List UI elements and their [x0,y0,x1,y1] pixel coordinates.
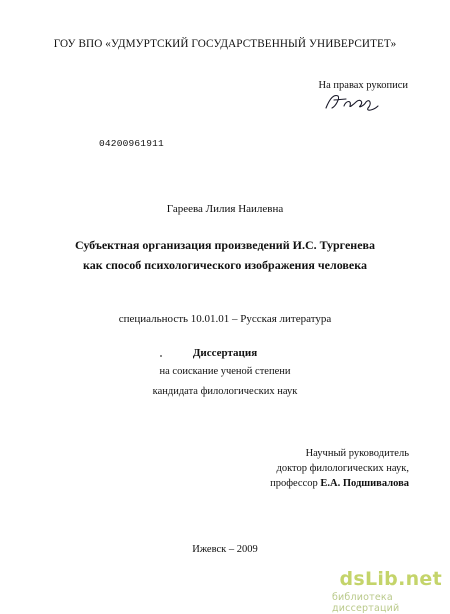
dissertation-title [0,235,450,275]
degree-line-2: кандидата филологических наук [152,386,298,397]
dissertation-label: Диссертация [192,347,258,359]
watermark-logo: dsLib.net [339,568,442,590]
advisor-name: Е.А. Подшивалова [320,478,409,489]
specialty-line: специальность 10.01.01 – Русская литература [118,313,332,325]
advisor-title-prefix: профессор [270,478,321,489]
place-and-year: Ижевск – 2009 [192,544,258,555]
watermark-subtitle: библиотека диссертаций [332,592,400,614]
title-line-2: как способ психологического изображения человека [83,258,367,272]
author-name: Гареева Лилия Наилевна [166,203,284,215]
advisor-degree: доктор филологических наук, [276,463,409,474]
advisor-name-line [270,478,409,489]
handwritten-signature [322,90,382,114]
title-line-1: Субъектная организация произведений И.С. Тургенева [74,238,376,252]
manuscript-rights-note: На правах рукописи [318,80,408,91]
document-code: 04200961911 [99,138,164,149]
advisor-role: Научный руководитель [305,448,409,459]
dslib-watermark [332,568,442,614]
institution-header: ГОУ ВПО «УДМУРТСКИЙ ГОСУДАРСТВЕННЫЙ УНИВЕРСИТЕТ» [53,38,397,50]
degree-line-1: на соискание ученой степени [159,366,291,377]
